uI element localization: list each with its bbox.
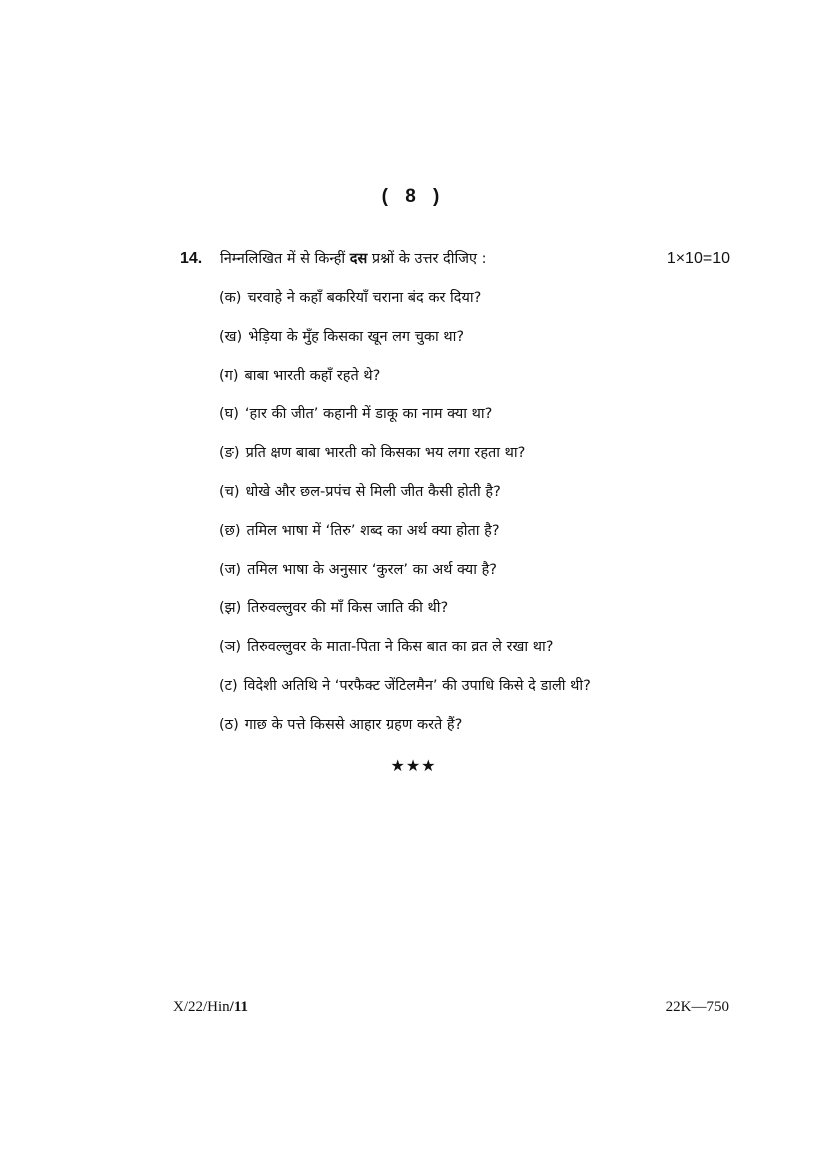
instruction-text-before: निम्नलिखित में से किन्हीं — [220, 251, 350, 267]
sub-question — [219, 284, 779, 323]
print-code: 22K—750 — [665, 999, 729, 1015]
sub-question-label: (ट) — [219, 677, 238, 694]
sub-question-label: (ञ) — [219, 639, 242, 656]
sub-question — [219, 711, 779, 750]
sub-question-label: (घ) — [219, 406, 239, 423]
sub-question-text: तिरुवल्लुवर के माता-पिता ने किस बात का व्रत ले रखा था? — [247, 639, 554, 656]
sub-question-text: ‘हार की जीत’ कहानी में डाकू का नाम क्या था? — [244, 406, 493, 423]
question-instruction — [220, 247, 487, 271]
question-marks: 1×10=10 — [666, 250, 730, 267]
paper-code-prefix: X/22/Hin — [173, 999, 230, 1015]
question-14 — [180, 247, 730, 271]
sub-question — [219, 323, 779, 362]
question-number: 14. — [180, 250, 203, 267]
sub-question-label: (क) — [219, 290, 242, 306]
sub-question-text: तिरुवल्लुवर की माँ किस जाति की थी? — [247, 600, 449, 617]
sub-question-text: तमिल भाषा के अनुसार ‘कुरल’ का अर्थ क्या है? — [247, 561, 497, 578]
sub-question — [219, 517, 779, 556]
sub-question-label: (ग) — [219, 367, 239, 384]
sub-question-label: (झ) — [219, 600, 242, 617]
paper-code — [173, 999, 248, 1016]
sub-question-text: विदेशी अतिथि ने ‘परफैक्ट जेंटिलमैन’ की उपाधि किसे दे डाली थी? — [243, 677, 591, 694]
sub-question-label: (च) — [219, 483, 240, 500]
sub-question — [219, 556, 779, 595]
paper-code-page: /11 — [229, 999, 249, 1015]
sub-question — [219, 478, 779, 517]
sub-question-label: (ज) — [219, 561, 242, 578]
sub-question-text: बाबा भारती कहाँ रहते थे? — [244, 367, 381, 384]
sub-question — [219, 400, 779, 439]
instruction-text-after: प्रश्नों के उत्तर दीजिए : — [367, 251, 487, 267]
sub-question — [219, 633, 779, 672]
sub-question-text: गाछ के पत्ते किससे आहार ग्रहण करते हैं? — [244, 716, 463, 733]
sub-question-text: भेड़िया के मुँह किसका खून लग चुका था? — [248, 328, 465, 345]
sub-question-text: प्रति क्षण बाबा भारती को किसका भय लगा रहता था? — [245, 445, 526, 462]
sub-question-label: (ख) — [219, 328, 243, 345]
sub-question-label: (छ) — [219, 522, 241, 539]
end-of-section-stars: ★★★ — [390, 756, 437, 775]
sub-question — [219, 594, 779, 633]
sub-question-text: तमिल भाषा में ‘तिरु’ शब्द का अर्थ क्या होता है? — [246, 522, 500, 539]
page-number: ( 8 ) — [381, 186, 446, 207]
sub-question-label: (ङ) — [219, 445, 240, 462]
instruction-bold-word: दस — [349, 251, 368, 267]
sub-question-text: धोखे और छल-प्रपंच से मिली जीत कैसी होती है? — [245, 483, 501, 500]
sub-question-list — [219, 284, 779, 750]
sub-question — [219, 672, 779, 711]
sub-question-label: (ठ) — [219, 716, 239, 733]
sub-question — [219, 439, 779, 478]
sub-question — [219, 362, 779, 401]
sub-question-text: चरवाहे ने कहाँ बकरियाँ चराना बंद कर दिया? — [247, 290, 482, 306]
